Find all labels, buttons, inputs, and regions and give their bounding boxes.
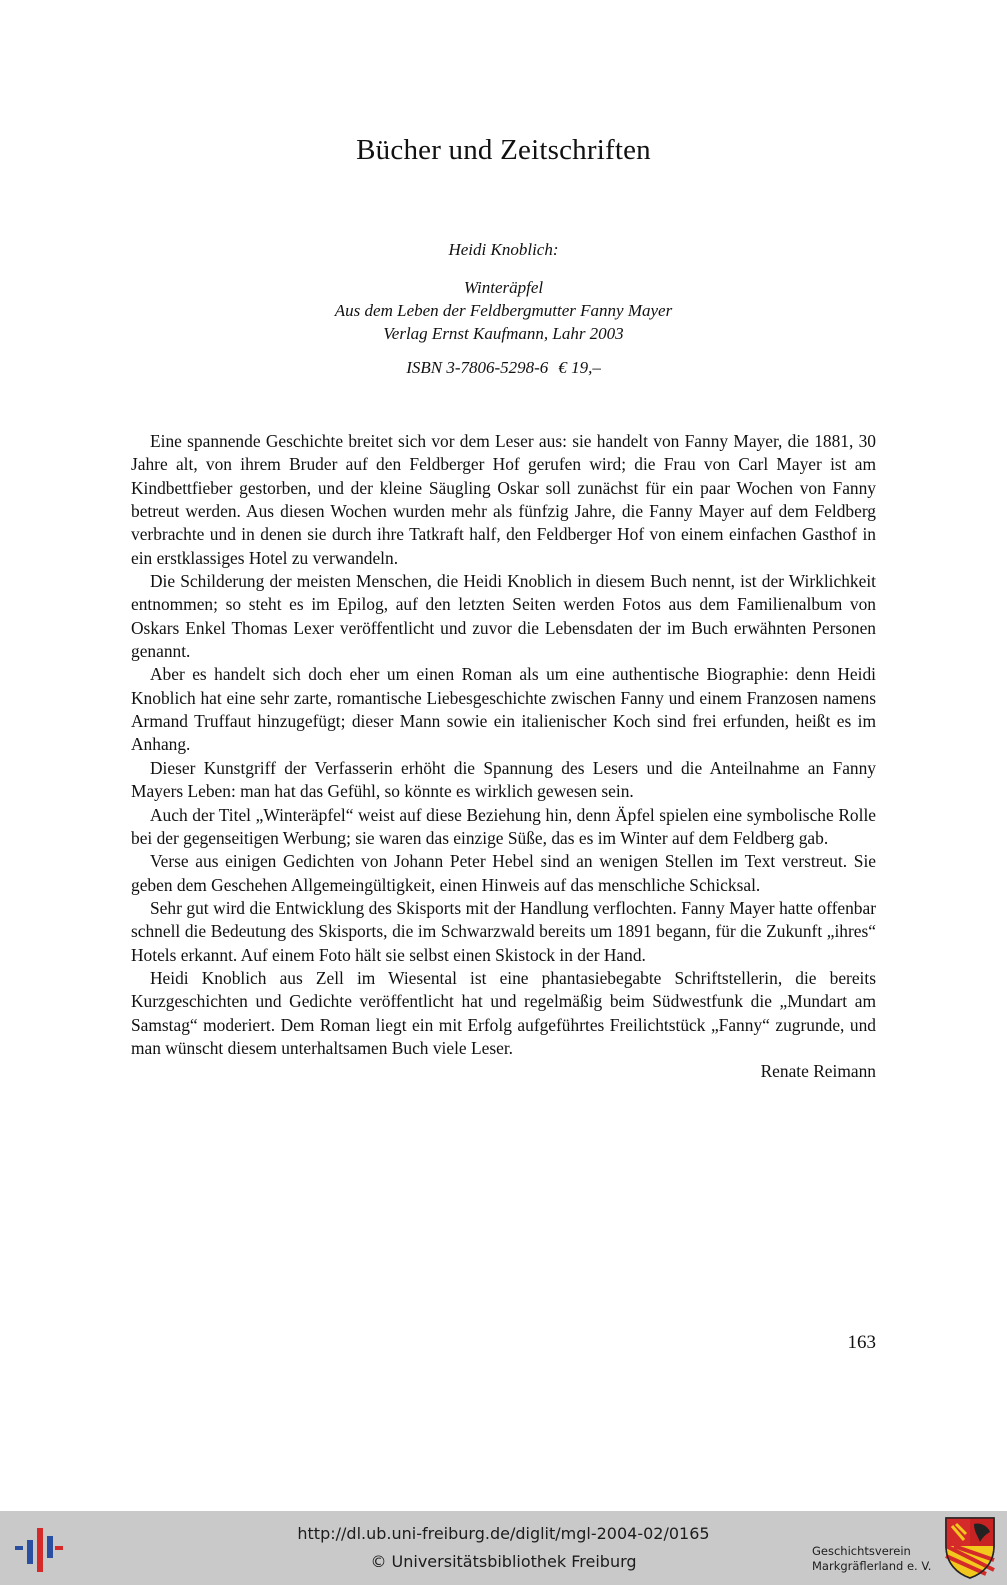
review-paragraph: Aber es handelt sich doch eher um einen Roman als um eine authentische Biographie: denn Heidi Knoblich hat eine sehr zarte, romantische Liebesgeschichte zwischen Fanny und einem Franzosen namens Armand Truffaut hinzugefügt; dieser Mann sowie ein italienischer Koch sind frei erfunden, heißt es im Anhang. xyxy=(131,664,876,755)
review-paragraph: Sehr gut wird die Entwicklung des Skisports mit der Handlung verflochten. Fanny Mayer hatte offenbar schnell die Bedeutung des Skisports, die im Schwarzwald bereits um 1891 begann, für die Zukunft „ihres“ Hotels erkannt. Auf einem Foto hält sie selbst einen Skistock in der Hand. xyxy=(131,897,876,965)
book-title: Winteräpfel xyxy=(463,278,544,297)
book-publisher: Verlag Ernst Kaufmann, Lahr 2003 xyxy=(383,324,624,343)
footer-url[interactable]: http://dl.ub.uni-freiburg.de/diglit/mgl-2004-02/0165 xyxy=(297,1524,710,1543)
footer-bar xyxy=(0,1511,1007,1585)
book-subtitle: Aus dem Leben der Feldbergmutter Fanny Mayer xyxy=(334,301,673,320)
society-name-line: Markgräflerland e. V. xyxy=(812,1559,932,1573)
page-title: Bücher und Zeitschriften xyxy=(356,134,651,166)
society-name-line: Geschichtsverein xyxy=(812,1544,911,1558)
book-isbn: ISBN 3-7806-5298-6 xyxy=(406,358,549,377)
coat-of-arms-icon xyxy=(944,1516,996,1580)
review-paragraph: Dieser Kunstgriff der Verfasserin erhöht die Spannung des Lesers und die Anteilnahme an Fanny Mayers Leben: man hat das Gefühl, so könnte es wirklich gewesen sein. xyxy=(131,757,876,802)
footer-copyright: © Universitätsbibliothek Freiburg xyxy=(370,1552,637,1571)
book-price: € 19,– xyxy=(558,358,601,377)
book-info xyxy=(0,276,1007,345)
society-name xyxy=(812,1544,937,1574)
page-number: 163 xyxy=(847,1332,876,1353)
review-body xyxy=(131,430,876,1084)
review-paragraph: Eine spannende Geschichte breitet sich vor dem Leser aus: sie handelt von Fanny Mayer, die 1881, 30 Jahre alt, von ihrem Bruder auf den Feldberger Hof gerufen wird; die Frau von Carl Mayer ist am Kindbettfieber gestorben, und der kleine Säugling Oskar soll zunächst für ein paar Wochen von Fanny betreut werden. Aus diesen Wochen wurden mehr als fünfzig Jahre, die Fanny Mayer auf dem Feldberg verbrachte und in denen sie durch ihre Tatkraft half, den Feldberger Hof von einem einfachen Gasthof in ein erstklassiges Hotel zu verwandeln. xyxy=(131,431,876,568)
review-paragraph: Auch der Titel „Winteräpfel“ weist auf diese Beziehung hin, denn Äpfel spielen eine symbolische Rolle bei der gegenseitigen Werbung; sie waren das einzige Süße, das es im Winter auf dem Feldberg gab. xyxy=(131,804,876,848)
review-paragraph: Die Schilderung der meisten Menschen, die Heidi Knoblich in diesem Buch nennt, ist der Wirklichkeit entnommen; so steht es im Epilog, auf den letzten Seiten werden Fotos aus dem Familienalbum von Oskars Enkel Thomas Lexer veröffentlicht und zuvor die Lebensdaten der im Buch erwähnten Personen genannt. xyxy=(131,571,876,662)
review-paragraph: Heidi Knoblich aus Zell im Wiesental ist eine phantasiebegabte Schriftstellerin, die bereits Kurzgeschichten und Gedichte veröffentlicht hat und regelmäßig beim Südwestfunk die „Mundart am Samstag“ moderiert. Dem Roman liegt ein mit Erfolg aufgeführtes Freilichtstück „Fanny“ zugrunde, und man wünscht diesem unterhaltsamen Buch viele Leser. xyxy=(131,967,876,1058)
book-isbn-line xyxy=(0,358,1007,378)
review-paragraph: Verse aus einigen Gedichten von Johann Peter Hebel sind an wenigen Stellen im Text verstreut. Sie geben dem Geschehen Allgemeingültigkeit, einen Hinweis auf das menschliche Schicksal. xyxy=(131,851,876,895)
book-author: Heidi Knoblich: xyxy=(448,240,559,259)
reviewer-name: Renate Reimann xyxy=(760,1061,876,1082)
